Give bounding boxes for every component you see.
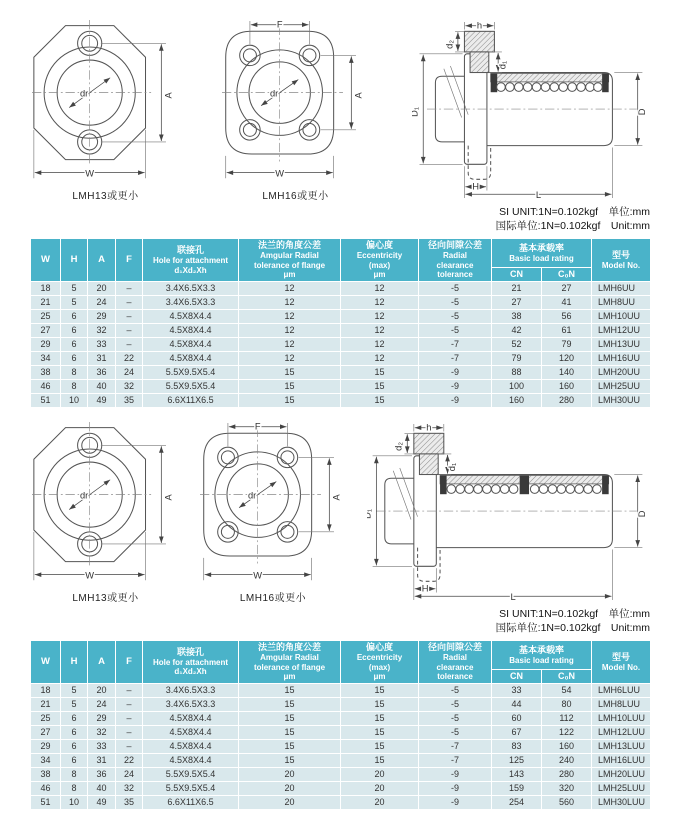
table-cell: LMH6LUU — [592, 683, 651, 697]
table-cell: -7 — [419, 739, 492, 753]
figure-flange-two-hole — [32, 18, 179, 202]
col-header-c0n: C₀N — [542, 268, 592, 282]
flange-front-view-four-hole — [222, 18, 369, 184]
col-header-a: A — [88, 239, 116, 282]
table-cell: 54 — [542, 683, 592, 697]
table-cell: 25 — [31, 309, 61, 323]
table-cell: 42 — [492, 323, 542, 337]
table-cell: 5 — [61, 683, 88, 697]
table-cell: 159 — [492, 781, 542, 795]
table-cell: 3.4X6.5X3.3 — [143, 281, 239, 295]
table-cell: 61 — [542, 323, 592, 337]
table-cell: 160 — [492, 393, 542, 407]
table-cell: LMH12LUU — [592, 725, 651, 739]
figure-side-section-short — [412, 18, 648, 200]
table-cell: – — [116, 683, 143, 697]
table-cell: LMH13UU — [592, 337, 651, 351]
table-cell: 12 — [239, 337, 341, 351]
table-cell: 52 — [492, 337, 542, 351]
table-cell: 29 — [31, 739, 61, 753]
table-cell: LMH10UU — [592, 309, 651, 323]
table-cell: 15 — [239, 393, 341, 407]
table-cell: 3.4X6.5X3.3 — [143, 697, 239, 711]
table-cell: – — [116, 739, 143, 753]
table-cell: -5 — [419, 683, 492, 697]
table-cell: 15 — [341, 725, 419, 739]
table-cell: 5.5X9.5X5.4 — [143, 365, 239, 379]
table-cell: 79 — [542, 337, 592, 351]
col-header-flange-tolerance: 法兰的角度公差 Amgular Radial tolerance of flange μm — [239, 641, 341, 684]
table-cell: LMH8LUU — [592, 697, 651, 711]
table-row — [31, 739, 651, 753]
figure-caption-four-hole: LMH16或更小 — [262, 191, 329, 202]
table-cell: 33 — [88, 337, 116, 351]
table-cell: 6 — [61, 725, 88, 739]
table-cell: 6 — [61, 739, 88, 753]
table-cell: 24 — [116, 365, 143, 379]
table-cell: 29 — [88, 711, 116, 725]
table-cell: 18 — [31, 281, 61, 295]
table-cell: 12 — [239, 323, 341, 337]
table-cell: 6 — [61, 309, 88, 323]
si-unit-line-2: 国际单位:1N=0.102kgf Unit:mm — [495, 220, 650, 233]
table-cell: -9 — [419, 781, 492, 795]
table-cell: 38 — [31, 365, 61, 379]
table-cell: 12 — [239, 351, 341, 365]
col-header-w: W — [31, 641, 61, 684]
col-header-flange-tolerance: 法兰的角度公差 Amgular Radial tolerance of flange μm — [239, 239, 341, 282]
table-cell: 36 — [88, 365, 116, 379]
table-cell: 31 — [88, 351, 116, 365]
table-cell: 12 — [239, 309, 341, 323]
table-cell: LMH8UU — [592, 295, 651, 309]
table-cell: 140 — [542, 365, 592, 379]
col-header-cn: CN — [492, 268, 542, 282]
table-cell: 40 — [88, 379, 116, 393]
table-cell: 31 — [88, 753, 116, 767]
table-cell: – — [116, 323, 143, 337]
table-cell: -5 — [419, 697, 492, 711]
table-cell: 27 — [542, 281, 592, 295]
table-cell: LMH6UU — [592, 281, 651, 295]
table-cell: -7 — [419, 337, 492, 351]
table-row — [31, 781, 651, 795]
table-cell: -7 — [419, 753, 492, 767]
table-cell: 320 — [542, 781, 592, 795]
col-header-eccentricity: 偏心度 Eccentricity (max) μm — [341, 239, 419, 282]
table-cell: 20 — [88, 683, 116, 697]
table-cell: 15 — [239, 739, 341, 753]
table-cell: LMH20LUU — [592, 767, 651, 781]
table-cell: LMH30UU — [592, 393, 651, 407]
table-cell: 15 — [239, 379, 341, 393]
col-header-radial-clearance: 径向间隙公差 Radial clearance tolerance — [419, 641, 492, 684]
table-cell: 21 — [31, 697, 61, 711]
table-row — [31, 795, 651, 809]
col-header-h: H — [61, 641, 88, 684]
table-cell: 46 — [31, 781, 61, 795]
table-cell: 6 — [61, 351, 88, 365]
table-cell: 21 — [492, 281, 542, 295]
table-cell: 38 — [492, 309, 542, 323]
table-cell: 6 — [61, 323, 88, 337]
col-header-w: W — [31, 239, 61, 282]
col-header-h: H — [61, 239, 88, 282]
table-cell: – — [116, 337, 143, 351]
figure-flange-four-hole — [200, 420, 347, 604]
table-cell: LMH25LUU — [592, 781, 651, 795]
table-cell: 4.5X8X4.4 — [143, 753, 239, 767]
col-header-eccentricity: 偏心度 Eccentricity (max) μm — [341, 641, 419, 684]
table-cell: – — [116, 309, 143, 323]
table-cell: 67 — [492, 725, 542, 739]
table-cell: 15 — [239, 697, 341, 711]
table-row — [31, 379, 651, 393]
table-cell: 10 — [61, 393, 88, 407]
table-cell: 15 — [239, 753, 341, 767]
table-row — [31, 697, 651, 711]
table-cell: LMH16UU — [592, 351, 651, 365]
table-cell: LMH25UU — [592, 379, 651, 393]
table-cell: 4.5X8X4.4 — [143, 351, 239, 365]
table-cell: 3.4X6.5X3.3 — [143, 683, 239, 697]
table-cell: 160 — [542, 739, 592, 753]
table-cell: 15 — [341, 739, 419, 753]
table-row — [31, 309, 651, 323]
table-cell: 15 — [341, 753, 419, 767]
table-cell: 32 — [116, 379, 143, 393]
table-cell: 79 — [492, 351, 542, 365]
col-header-basic-load-rating: 基本承载率 Basic load rating — [492, 641, 592, 670]
table-cell: 18 — [31, 683, 61, 697]
table-cell: 12 — [341, 281, 419, 295]
table-cell: 20 — [341, 767, 419, 781]
table-cell: 15 — [341, 697, 419, 711]
figure-side-section-long — [367, 420, 648, 602]
table-cell: 15 — [341, 365, 419, 379]
table-cell: 143 — [492, 767, 542, 781]
table-cell: 32 — [88, 725, 116, 739]
table-cell: 34 — [31, 351, 61, 365]
table-row — [31, 365, 651, 379]
table-cell: 24 — [88, 697, 116, 711]
col-header-f: F — [116, 239, 143, 282]
table-cell: 56 — [542, 309, 592, 323]
table-cell: 8 — [61, 767, 88, 781]
table-cell: 49 — [88, 393, 116, 407]
si-unit-note — [30, 607, 650, 635]
table-cell: -5 — [419, 725, 492, 739]
flange-front-view-four-hole — [200, 420, 347, 586]
table-cell: 38 — [31, 767, 61, 781]
table-cell: 3.4X6.5X3.3 — [143, 295, 239, 309]
table-cell: 22 — [116, 351, 143, 365]
table-row — [31, 767, 651, 781]
table-cell: 22 — [116, 753, 143, 767]
table-cell: 560 — [542, 795, 592, 809]
section-lmh-luu — [30, 420, 650, 810]
figure-flange-two-hole — [32, 420, 179, 604]
table-cell: 125 — [492, 753, 542, 767]
col-header-model: 型号 Model No. — [592, 641, 651, 684]
col-header-f: F — [116, 641, 143, 684]
si-unit-line-1: SI UNIT:1N=0.102kgf 单位:mm — [499, 206, 650, 218]
figure-flange-four-hole — [222, 18, 369, 202]
table-cell: 51 — [31, 795, 61, 809]
table-cell: 34 — [31, 753, 61, 767]
table-row — [31, 753, 651, 767]
table-cell: – — [116, 711, 143, 725]
table-cell: 15 — [341, 711, 419, 725]
table-cell: 100 — [492, 379, 542, 393]
col-header-hole: 联接孔 Hole for attachment d₁Xd₂Xh — [143, 239, 239, 282]
table-cell: 36 — [88, 767, 116, 781]
table-cell: 5.5X9.5X5.4 — [143, 767, 239, 781]
table-cell: 15 — [239, 683, 341, 697]
table-cell: -5 — [419, 309, 492, 323]
table-cell: -5 — [419, 281, 492, 295]
table-cell: 20 — [239, 767, 341, 781]
si-unit-line-1: SI UNIT:1N=0.102kgf 单位:mm — [499, 607, 650, 620]
table-cell: – — [116, 697, 143, 711]
col-header-c0n: C₀N — [542, 670, 592, 684]
table-cell: 10 — [61, 795, 88, 809]
table-cell: 49 — [88, 795, 116, 809]
table-cell: 6.6X11X6.5 — [143, 795, 239, 809]
table-cell: 240 — [542, 753, 592, 767]
table-cell: 4.5X8X4.4 — [143, 711, 239, 725]
spec-table-uu — [30, 238, 651, 408]
table-cell: -5 — [419, 711, 492, 725]
table-cell: 122 — [542, 725, 592, 739]
table-cell: LMH16LUU — [592, 753, 651, 767]
table-row — [31, 295, 651, 309]
table-cell: 5 — [61, 281, 88, 295]
table-cell: – — [116, 281, 143, 295]
table-cell: -9 — [419, 767, 492, 781]
table-cell: -5 — [419, 295, 492, 309]
si-unit-line-2: 国际单位:1N=0.102kgf Unit:mm — [495, 622, 650, 635]
table-cell: 4.5X8X4.4 — [143, 337, 239, 351]
table-cell: 20 — [239, 781, 341, 795]
table-cell: 88 — [492, 365, 542, 379]
table-cell: 51 — [31, 393, 61, 407]
table-row — [31, 281, 651, 295]
table-cell: 15 — [341, 393, 419, 407]
spec-table-uu-body — [31, 281, 651, 407]
table-cell: 33 — [88, 739, 116, 753]
table-cell: 8 — [61, 781, 88, 795]
table-cell: 83 — [492, 739, 542, 753]
col-header-basic-load-rating: 基本承载率 Basic load rating — [492, 239, 592, 268]
table-cell: 21 — [31, 295, 61, 309]
table-row — [31, 337, 651, 351]
table-cell: 15 — [239, 725, 341, 739]
table-cell: 15 — [239, 711, 341, 725]
table-cell: 12 — [341, 337, 419, 351]
diagrams-row — [30, 420, 650, 604]
table-cell: 24 — [88, 295, 116, 309]
table-row — [31, 683, 651, 697]
table-cell: 27 — [492, 295, 542, 309]
table-cell: 80 — [542, 697, 592, 711]
table-cell: 25 — [31, 711, 61, 725]
table-cell: 112 — [542, 711, 592, 725]
table-cell: 4.5X8X4.4 — [143, 725, 239, 739]
table-cell: 35 — [116, 393, 143, 407]
table-cell: 12 — [341, 309, 419, 323]
flange-front-view-two-hole — [32, 18, 179, 184]
table-cell: 120 — [542, 351, 592, 365]
table-cell: 5.5X9.5X5.4 — [143, 379, 239, 393]
table-cell: -5 — [419, 323, 492, 337]
col-header-hole: 联接孔 Hole for attachment d₁Xd₂Xh — [143, 641, 239, 684]
flange-front-view-two-hole — [32, 420, 179, 586]
table-cell: -7 — [419, 351, 492, 365]
spec-table-luu-body — [31, 683, 651, 809]
table-row — [31, 393, 651, 407]
table-cell: 6 — [61, 753, 88, 767]
figure-caption-two-hole: LMH13或更小 — [72, 191, 139, 202]
table-cell: 12 — [239, 281, 341, 295]
table-cell: 32 — [88, 323, 116, 337]
table-cell: 6.6X11X6.5 — [143, 393, 239, 407]
table-cell: LMH12UU — [592, 323, 651, 337]
table-cell: 35 — [116, 795, 143, 809]
table-cell: LMH10LUU — [592, 711, 651, 725]
table-cell: 40 — [88, 781, 116, 795]
table-cell: 20 — [88, 281, 116, 295]
table-cell: 46 — [31, 379, 61, 393]
si-unit-note — [30, 205, 650, 233]
table-cell: – — [116, 295, 143, 309]
table-cell: 20 — [341, 781, 419, 795]
table-cell: 4.5X8X4.4 — [143, 323, 239, 337]
table-cell: -9 — [419, 365, 492, 379]
table-cell: 27 — [31, 323, 61, 337]
figure-caption-four-hole: LMH16或更小 — [239, 592, 307, 604]
table-cell: -9 — [419, 393, 492, 407]
table-cell: -9 — [419, 795, 492, 809]
col-header-radial-clearance: 径向间隙公差 Radial clearance tolerance — [419, 239, 492, 282]
table-row — [31, 711, 651, 725]
table-cell: 20 — [341, 795, 419, 809]
table-cell: 4.5X8X4.4 — [143, 739, 239, 753]
table-cell: 280 — [542, 767, 592, 781]
table-cell: 20 — [239, 795, 341, 809]
table-cell: 8 — [61, 379, 88, 393]
table-cell: 254 — [492, 795, 542, 809]
table-cell: 12 — [341, 323, 419, 337]
table-cell: 160 — [542, 379, 592, 393]
table-cell: 29 — [88, 309, 116, 323]
table-row — [31, 351, 651, 365]
table-cell: LMH20UU — [592, 365, 651, 379]
table-cell: 12 — [341, 295, 419, 309]
table-cell: 12 — [239, 295, 341, 309]
table-row — [31, 725, 651, 739]
table-cell: 15 — [239, 365, 341, 379]
table-cell: 6 — [61, 711, 88, 725]
section-lmh-uu — [30, 18, 650, 408]
table-cell: 12 — [341, 351, 419, 365]
col-header-model: 型号 Model No. — [592, 239, 651, 282]
table-cell: 15 — [341, 683, 419, 697]
table-cell: LMH30LUU — [592, 795, 651, 809]
table-cell: 24 — [116, 767, 143, 781]
col-header-a: A — [88, 641, 116, 684]
table-cell: 41 — [542, 295, 592, 309]
table-cell: 33 — [492, 683, 542, 697]
table-cell: 27 — [31, 725, 61, 739]
diagrams-row — [30, 18, 650, 202]
table-cell: 5 — [61, 295, 88, 309]
table-cell: 44 — [492, 697, 542, 711]
table-cell: 5 — [61, 697, 88, 711]
table-cell: – — [116, 725, 143, 739]
table-cell: 29 — [31, 337, 61, 351]
table-cell: 15 — [341, 379, 419, 393]
bearing-side-section-view — [412, 20, 648, 200]
table-cell: 4.5X8X4.4 — [143, 309, 239, 323]
table-cell: 8 — [61, 365, 88, 379]
spec-table-luu — [30, 640, 651, 810]
table-cell: 32 — [116, 781, 143, 795]
table-cell: 6 — [61, 337, 88, 351]
col-header-cn: CN — [492, 670, 542, 684]
bearing-side-section-view-long — [367, 422, 648, 602]
table-cell: 5.5X9.5X5.4 — [143, 781, 239, 795]
figure-caption-two-hole: LMH13或更小 — [72, 592, 139, 604]
table-cell: 60 — [492, 711, 542, 725]
table-cell: -9 — [419, 379, 492, 393]
table-cell: LMH13LUU — [592, 739, 651, 753]
table-cell: 280 — [542, 393, 592, 407]
table-row — [31, 323, 651, 337]
